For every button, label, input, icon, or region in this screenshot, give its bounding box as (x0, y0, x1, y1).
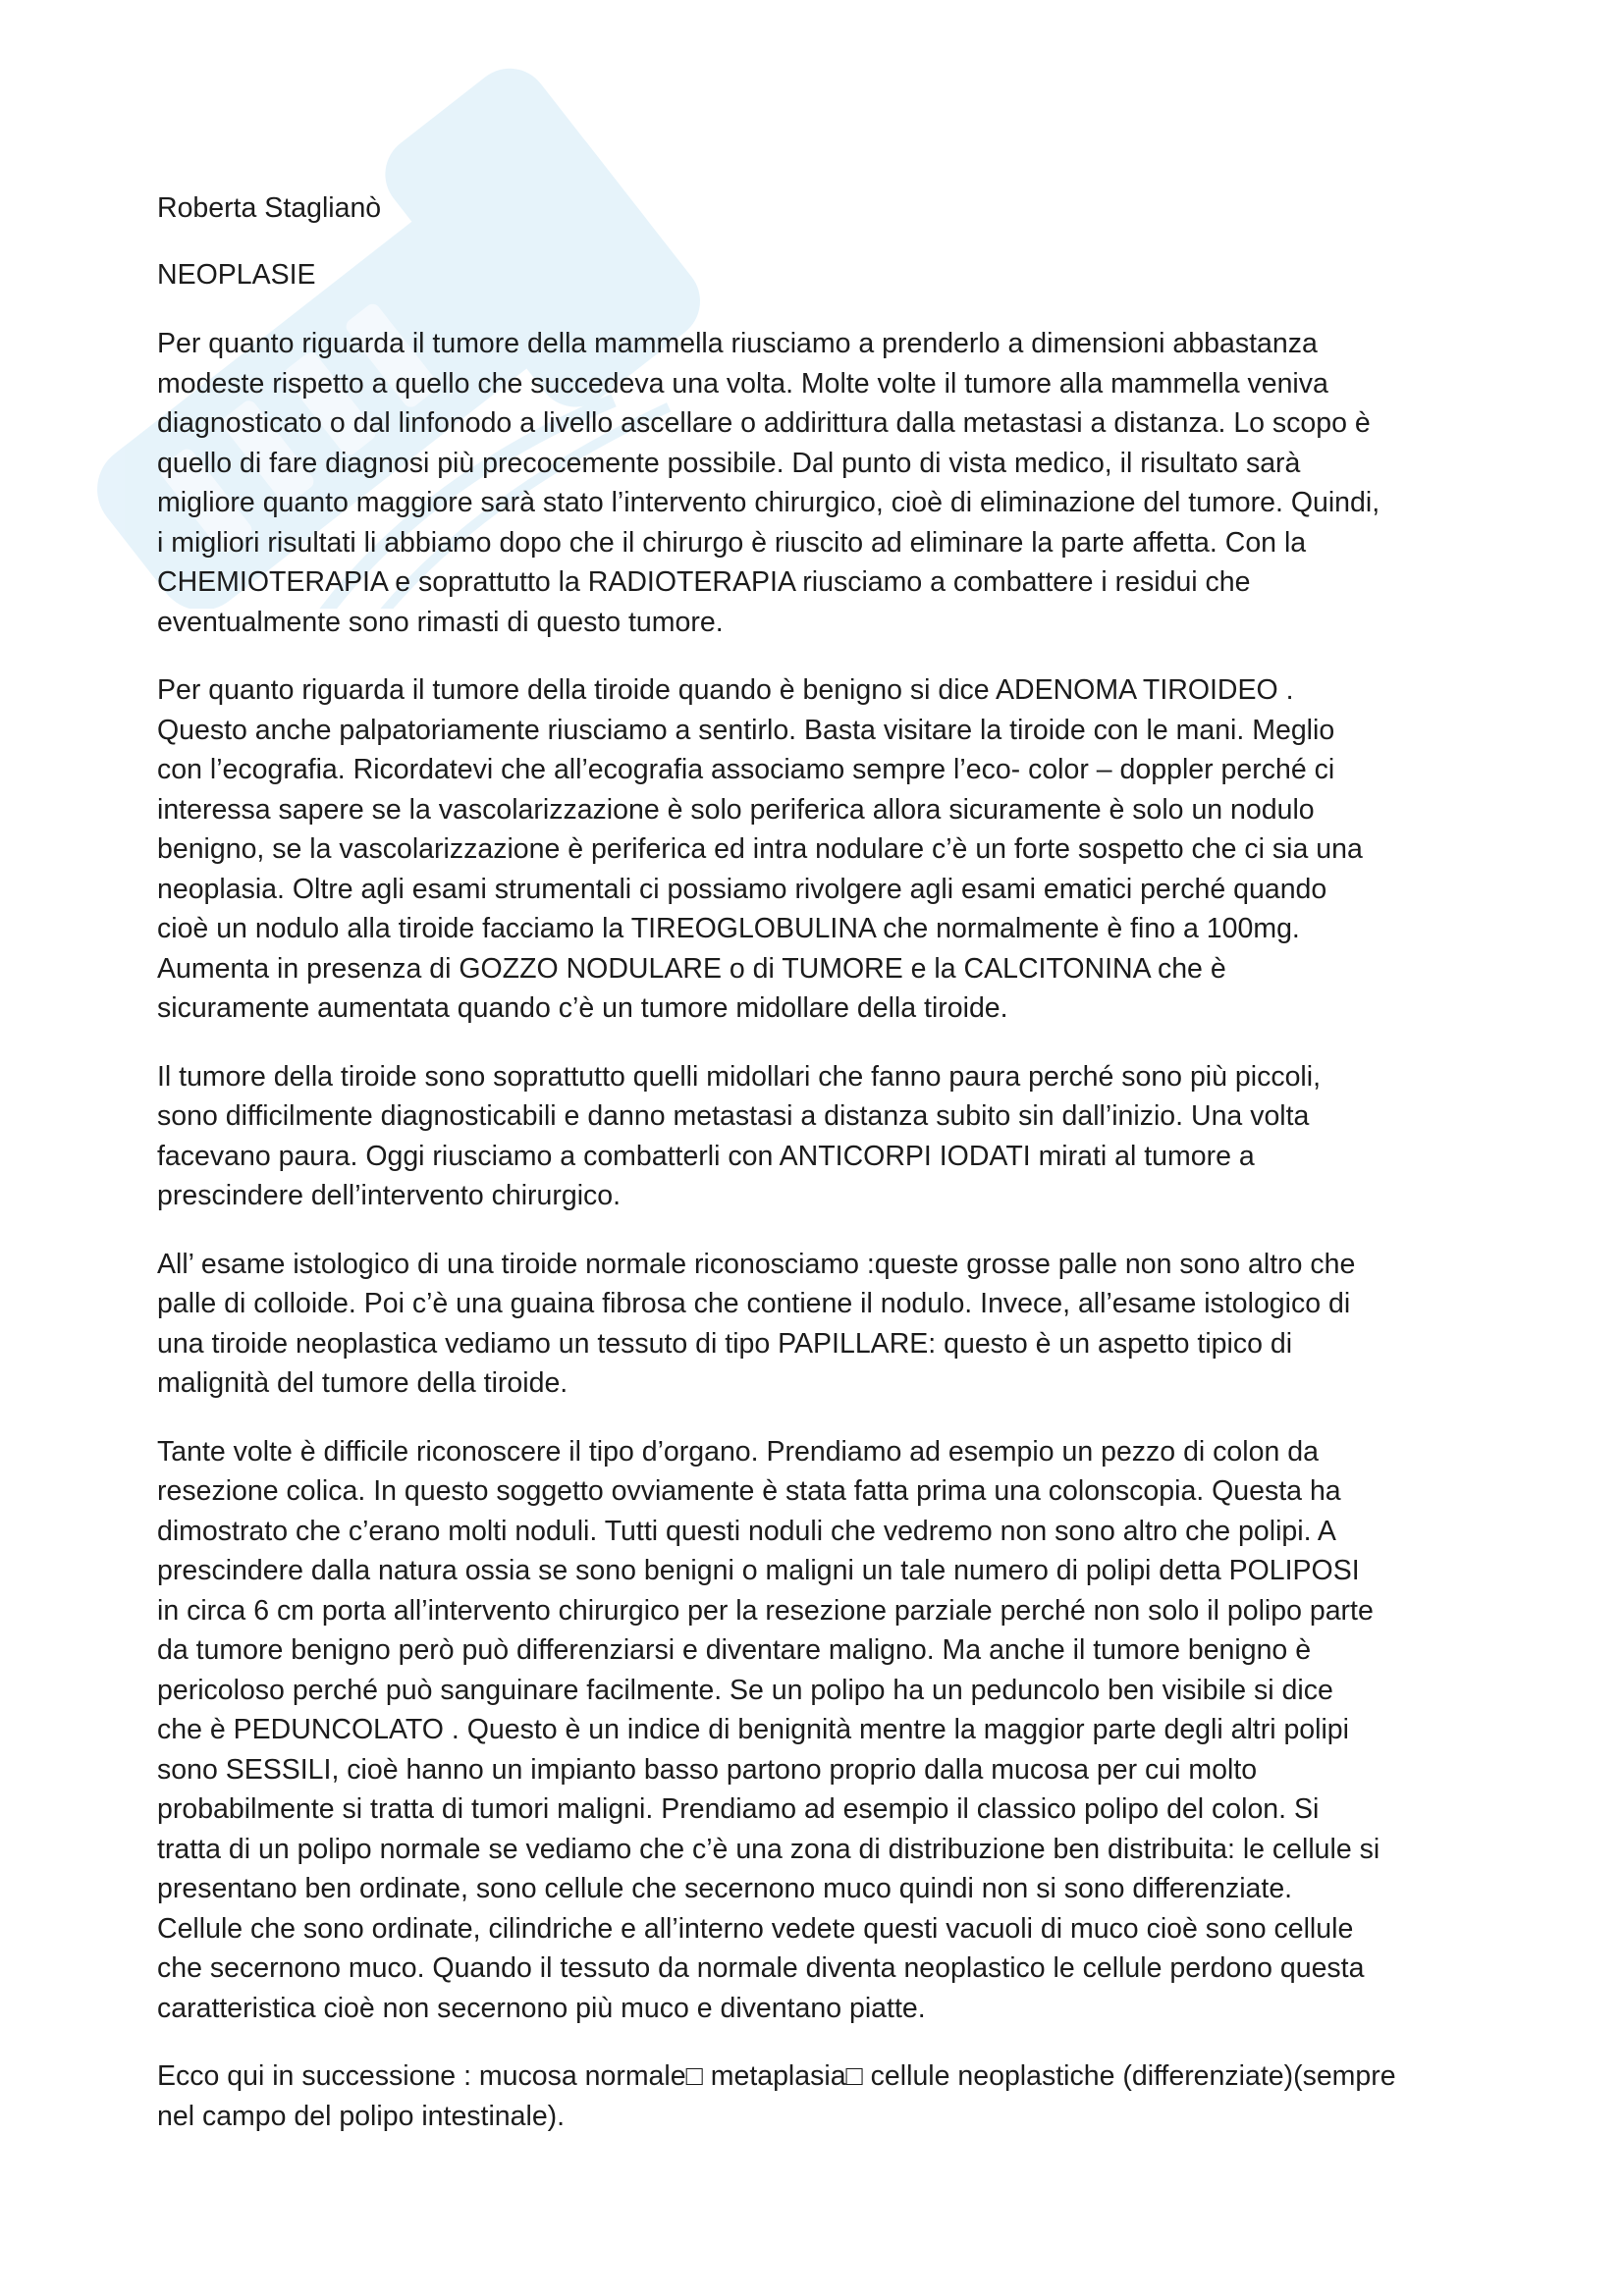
paragraph-breast-tumor: Per quanto riguarda il tumore della mammella riusciamo a prenderlo a dimensioni abbastanza modeste rispetto a quello che succedeva una volta. Molte volte il tumore alla mammella veniva diagnosticato o dal linfonodo a livello ascellare o addirittura dalla metastasi a distanza. Lo scopo è quello di fare diagnosi più precocemente possibile. Dal punto di vista medico, il risultato sarà migliore quanto maggiore sarà stato l’intervento chirurgico, cioè di eliminazione del tumore. Quindi, i migliori risultati li abbiamo dopo che il chirurgo è riuscito ad eliminare la parte affetta. Con la CHEMIOTERAPIA e soprattutto la RADIOTERAPIA riusciamo a combattere i residui che eventualmente sono rimasti di questo tumore. (157, 328, 1380, 638)
paragraph-colon-polyps: Tante volte è difficile riconoscere il tipo d’organo. Prendiamo ad esempio un pezzo di colon da resezione colica. In questo soggetto ovviamente è stata fatta prima una colonscopia. Questa ha dimostrato che c’erano molti noduli. Tutti questi noduli che vedremo non sono altro che polipi. A prescindere dalla natura ossia se sono benigni o maligni un tale numero di polipi detta POLIPOSI in circa 6 cm porta all’intervento chirurgico per la resezione parziale perché non solo il polipo parte da tumore benigno però può differenziarsi e diventare maligno. Ma anche il tumore benigno è pericoloso perché può sanguinare facilmente. Se un polipo ha un peduncolo ben visibile si dice che è PEDUNCOLATO . Questo è un indice di benignità mentre la maggior parte degli altri polipi sono SESSILI, cioè hanno un impianto basso partono proprio dalla mucosa per cui molto probabilmente si tratta di tumori maligni. Prendiamo ad esempio il classico polipo del colon. Si tratta di un polipo normale se vediamo che c’è una zona di distribuzione ben distribuita: le cellule si presentano ben ordinate, sono cellule che secernono muco quindi non si sono differenziate. Cellule che sono ordinate, cilindriche e all’interno vedete questi vacuoli di muco cioè sono cellule che secernono muco. Quando il tessuto da normale diventa neoplastico le cellule perdono questa caratteristica cioè non secernono più muco e diventano piatte. (157, 1435, 1380, 2024)
author-name: Roberta Staglianò (157, 192, 382, 224)
paragraph-medullary-tumor: Il tumore della tiroide sono soprattutto quelli midollari che fanno paura perché sono più piccoli, sono difficilmente diagnosticabili e danno metastasi a distanza subito sin dall’inizio. Una volta facevano paura. Oggi riusciamo a combatterli con ANTICORPI IODATI mirati al tumore a prescindere dell’intervento chirurgico. (157, 1060, 1322, 1211)
paragraph-histology: All’ esame istologico di una tiroide normale riconosciamo :queste grosse palle non sono altro che palle di colloide. Poi c’è una guaina fibrosa che contiene il nodulo. Invece, all’esame istologico di una tiroide neoplastica vediamo un tessuto di tipo PAPILLARE: questo è un aspetto tipico di malignità del tumore della tiroide. (157, 1248, 1356, 1399)
document-title: NEOPLASIE (157, 258, 316, 291)
document-body (157, 188, 1488, 2164)
paragraph-succession: Ecco qui in successione : mucosa normale□ metaplasia□ cellule neoplastiche (differenziate)(sempre nel campo del polipo intestinale). (157, 2060, 1396, 2132)
paragraph-thyroid-tumor: Per quanto riguarda il tumore della tiroide quando è benigno si dice ADENOMA TIROIDEO . Questo anche palpatoriamente riusciamo a sentirlo. Basta visitare la tiroide con le mani. Meglio con l’ecografia. Ricordatevi che all’ecografia associamo sempre l’eco- color – doppler perché ci interessa sapere se la vascolarizzazione è solo periferica allora sicuramente è solo un nodulo benigno, se la vascolarizzazione è periferica ed intra nodulare c’è un forte sospetto che ci sia una neoplasia. Oltre agli esami strumentali ci possiamo rivolgere agli esami ematici perché quando cioè un nodulo alla tiroide facciamo la TIREOGLOBULINA che normalmente è fino a 100mg. Aumenta in presenza di GOZZO NODULARE o di TUMORE e la CALCITONINA che è sicuramente aumentata quando c’è un tumore midollare della tiroide. (157, 674, 1363, 1024)
